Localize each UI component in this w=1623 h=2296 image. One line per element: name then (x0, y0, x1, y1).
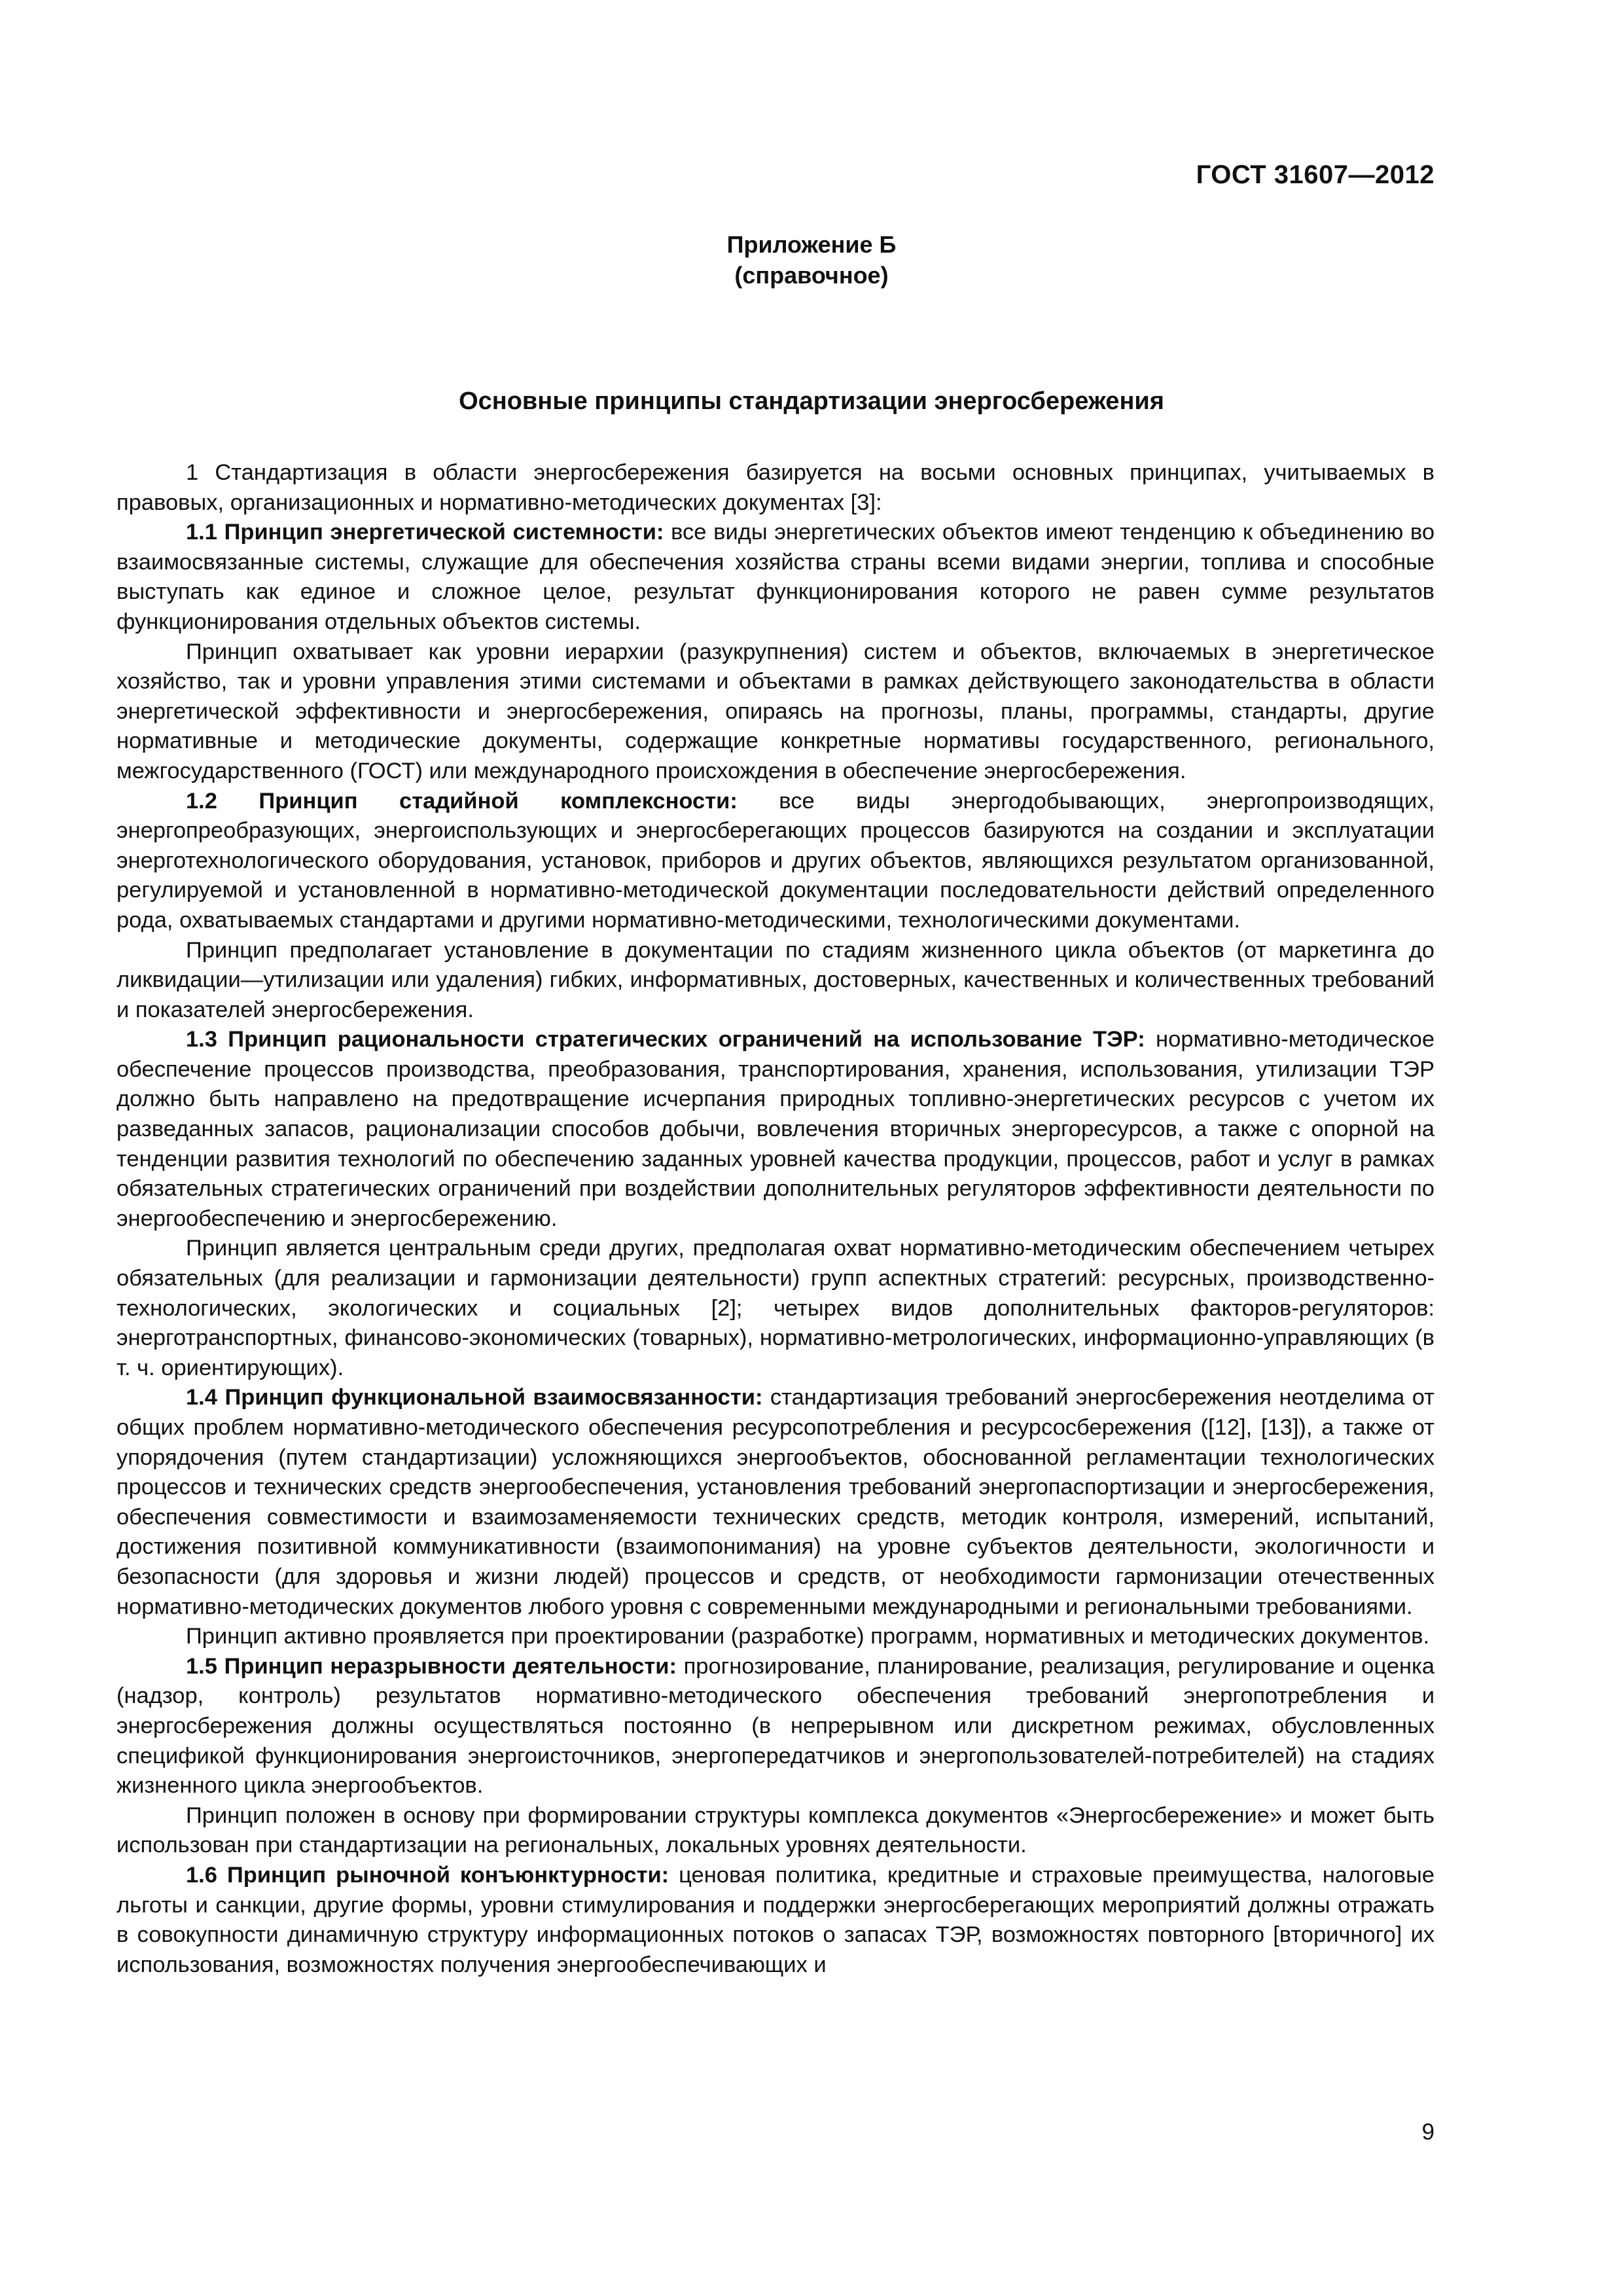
paragraph-text: прогнозирование, планирование, реализация, регулирование и оценка (надзор, контроль) результатов нормативно-методического обеспечения требований энергопотребления и энергосбережения должны осуществляться постоянно (в непрерывном или дискретном режимах, обусловленных спецификой функционирования энергоисточников, энергопередатчиков и энергопользователей-потребителей) на стадиях жизненного цикла энергообъектов. (116, 1653, 1435, 1799)
paragraph (116, 1234, 1435, 1383)
paragraph (116, 637, 1435, 787)
paragraph (116, 458, 1435, 518)
paragraph-text: Принцип охватывает как уровни иерархии (разукрупнения) систем и объектов, включаемых в энергетическое хозяйство, так и уровни управления этими системами и объектами в рамках действующего законодательства в области энергетической эффективности и энергосбережения, опираясь на прогнозы, планы, программы, стандарты, другие нормативные и методические документы, содержащие конкретные нормативы государственного, регионального, межгосударственного (ГОСТ) или международного происхождения в обеспечение энергосбережения. (116, 639, 1435, 783)
paragraph (116, 936, 1435, 1026)
principle-heading: 1.1 Принцип энергетической системности: (186, 520, 664, 545)
paragraph-text: Принцип активно проявляется при проектировании (разработке) программ, нормативных и методических документов. (186, 1624, 1430, 1649)
body-text (116, 458, 1435, 1980)
paragraph-text: все виды энергодобывающих, энергопроизводящих, энергопреобразующих, энергоиспользующих и энергосберегающих процессов базируются на создании и эксплуатации энерготехнологического оборудования, установок, приборов и других объектов, являющихся результатом организованной, регулируемой и установленной в нормативно-методической документации последовательности действий определенного рода, охватываемых стандартами и другими нормативно-методическими, технологическими документами. (116, 788, 1435, 933)
principle-heading: 1.4 Принцип функциональной взаимосвязанности: (186, 1385, 763, 1410)
page-number: 9 (1421, 2119, 1435, 2145)
annex-subtitle: (справочное) (734, 262, 889, 289)
principle-heading: 1.5 Принцип неразрывности деятельности: (186, 1653, 677, 1679)
paragraph (116, 1861, 1435, 1980)
principle-heading: 1.2 Принцип стадийной комплексности: (186, 788, 738, 814)
paragraph-text: Принцип является центральным среди других, предполагая охват нормативно-методическим обеспечением четырех обязательных (для реализации и гармонизации деятельности) групп аспектных стратегий: ресурсных, производственно-технологических, экологических и социальных [2]; четырех видов дополнительных факторов-регуляторов: энерготранспортных, финансово-экономических (товарных), нормативно-метрологических, информационно-управляющих (в т. ч. ориентирующих). (116, 1236, 1435, 1380)
principle-heading: 1.3 Принцип рациональности стратегических ограничений на использование ТЭР: (186, 1027, 1145, 1052)
section-title: Основные принципы стандартизации энергосбережения (459, 387, 1164, 415)
gost-code: ГОСТ 31607—2012 (1196, 160, 1435, 189)
paragraph (116, 1801, 1435, 1861)
paragraph (116, 1622, 1435, 1652)
paragraph-text: Принцип предполагает установление в документации по стадиям жизненного цикла объектов (от маркетинга до ликвидации—утилизации или удаления) гибких, информативных, достоверных, качественных и количественных требований и показателей энергосбережения. (116, 937, 1435, 1022)
paragraph-text: Принцип положен в основу при формировании структуры комплекса документов «Энергосбережение» и может быть использован при стандартизации на региональных, локальных уровнях деятельности. (116, 1803, 1435, 1858)
paragraph (116, 1383, 1435, 1622)
paragraph-text: 1 Стандартизация в области энергосбережения базируется на восьми основных принципах, учитываемых в правовых, организационных и нормативно-методических документах [3]: (116, 460, 1435, 515)
annex-title: Приложение Б (726, 231, 897, 258)
paragraph (116, 518, 1435, 637)
paragraph-text: нормативно-методическое обеспечение процессов производства, преобразования, транспортирования, хранения, использования, утилизации ТЭР должно быть направлено на предотвращение исчерпания природных топливно-энергетических ресурсов с учетом их разведанных запасов, рационализации способов добычи, вовлечения вторичных энергоресурсов, а также с опорной на тенденции развития технологий по обеспечению заданных уровней качества продукции, процессов, работ и услуг в рамках обязательных стратегических ограничений при воздействии дополнительных регуляторов эффективности деятельности по энергообеспечению и энергосбережению. (116, 1027, 1435, 1231)
paragraph-text: стандартизация требований энергосбережения неотделима от общих проблем нормативно-методического обеспечения ресурсопотребления и ресурсосбережения ([12], [13]), а также от упорядочения (путем стандартизации) усложняющихся энергообъектов, обоснованной регламентации технологических процессов и технических средств энергообеспечения, установления требований энергопаспортизации и энергосбережения, обеспечения совместимости и взаимозаменяемости технических средств, методик контроля, измерений, испытаний, достижения позитивной коммуникативности (взаимопонимания) на уровне субъектов деятельности, экологичности и безопасности (для здоровья и жизни людей) процессов и средств, от необходимости гармонизации отечественных нормативно-методических документов любого уровня с современными международными и региональными требованиями. (116, 1385, 1435, 1619)
principle-heading: 1.6 Принцип рыночной конъюнктурности: (186, 1862, 669, 1888)
paragraph (116, 1025, 1435, 1234)
paragraph-text: все виды энергетических объектов имеют тенденцию к объединению во взаимосвязанные системы, служащие для обеспечения хозяйства страны всеми видами энергии, топлива и способные выступать как единое и сложное целое, результат функционирования которого не равен сумме результатов функционирования отдельных объектов системы. (116, 520, 1435, 634)
annex-heading (0, 229, 1623, 291)
paragraph-text: ценовая политика, кредитные и страховые преимущества, налоговые льготы и санкции, другие формы, уровни стимулирования и поддержки энергосберегающих мероприятий должны отражать в совокупности динамичную структуру информационных потоков о запасах ТЭР, возможностях повторного [вторичного] их использования, возможностях получения энергообеспечивающих и (116, 1862, 1435, 1977)
paragraph (116, 787, 1435, 936)
paragraph (116, 1652, 1435, 1801)
